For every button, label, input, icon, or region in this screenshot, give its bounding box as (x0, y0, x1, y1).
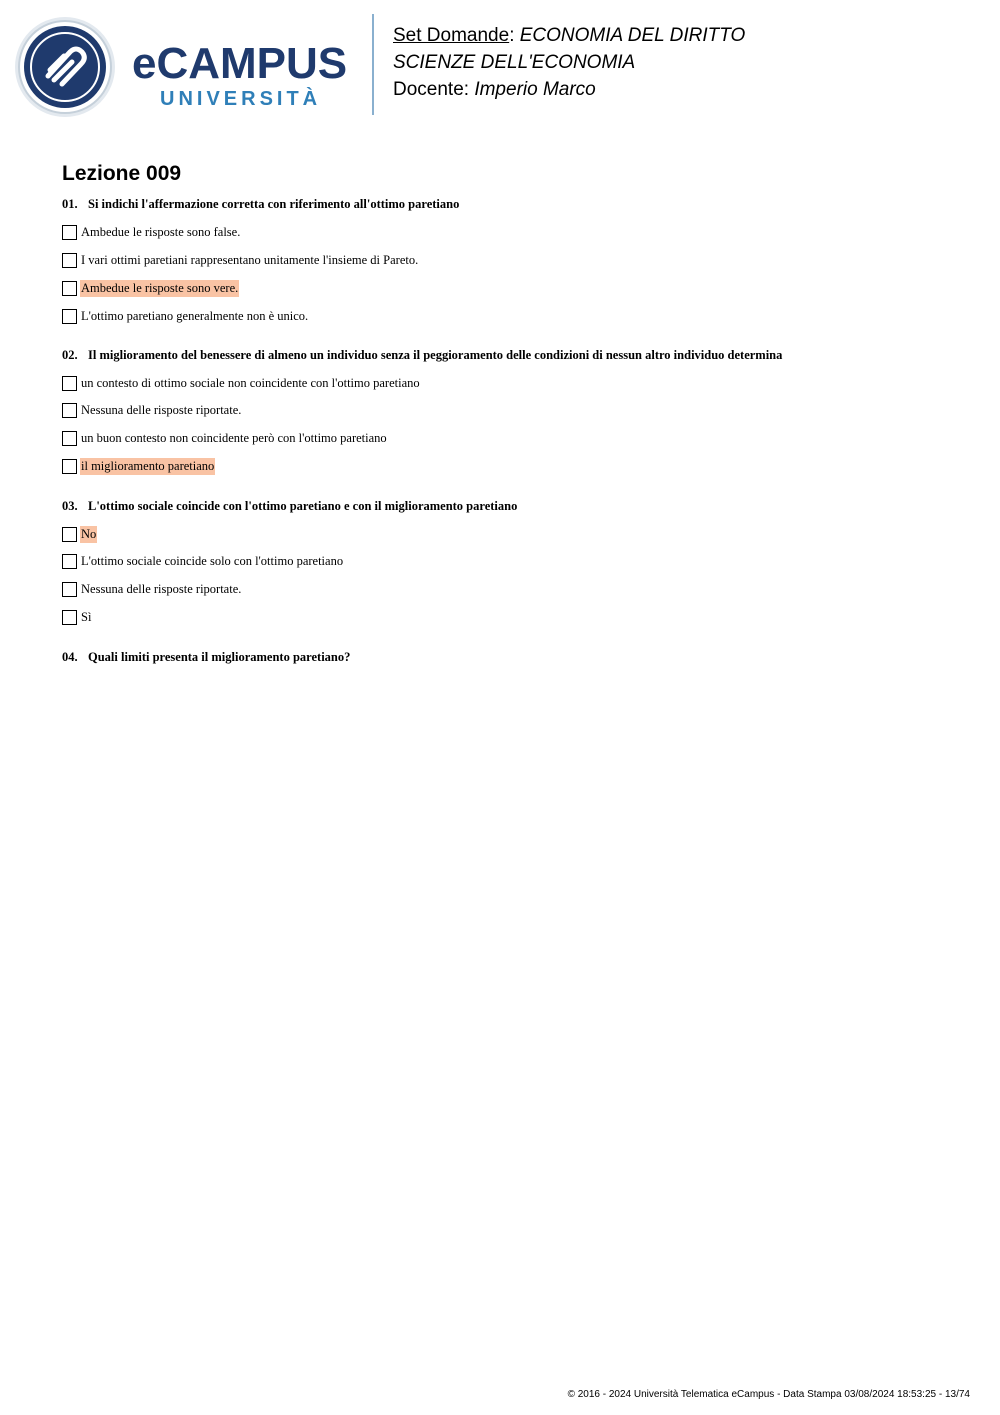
question-number: 01. (62, 197, 78, 211)
option-text: Nessuna delle risposte riportate. (81, 581, 242, 596)
question-01 (62, 197, 459, 212)
header-divider (372, 14, 374, 115)
question-number: 03. (62, 499, 78, 513)
checkbox[interactable] (62, 253, 77, 268)
answer-option[interactable] (62, 223, 241, 241)
answer-option[interactable] (62, 374, 421, 392)
checkbox[interactable] (62, 527, 77, 542)
university-seal-icon (14, 16, 116, 118)
checkbox[interactable] (62, 610, 77, 625)
docente-label: Docente: (393, 79, 470, 100)
answer-option-correct[interactable] (62, 525, 97, 543)
question-text: Si indichi l'affermazione corretta con riferimento all'ottimo paretiano (88, 197, 460, 211)
answer-option-correct[interactable] (62, 279, 239, 297)
answer-option[interactable] (62, 552, 344, 570)
checkbox[interactable] (62, 554, 77, 569)
question-number: 04. (62, 650, 78, 664)
option-text: Nessuna delle risposte riportate. (81, 402, 242, 417)
option-text-highlighted: No (81, 526, 97, 541)
course-subtitle: SCIENZE DELL'ECONOMIA (393, 52, 636, 73)
checkbox[interactable] (62, 281, 77, 296)
question-04 (62, 650, 350, 665)
lesson-title: Lezione 009 (62, 162, 182, 185)
logo-subtitle: UNIVERSITÀ (160, 88, 322, 110)
question-text: L'ottimo sociale coincide con l'ottimo paretiano e con il miglioramento paretiano (88, 499, 518, 513)
set-label: Set Domande (393, 25, 510, 46)
option-text-highlighted: Ambedue le risposte sono vere. (81, 280, 239, 295)
checkbox[interactable] (62, 225, 77, 240)
logo-wordmark: eCAMPUS (132, 39, 348, 88)
ecampus-logo (14, 16, 359, 116)
answer-option[interactable] (62, 307, 309, 325)
answer-option-correct[interactable] (62, 457, 215, 475)
course-header: Set Domande: ECONOMIA DEL DIRITTO SCIENZE DELL'ECONOMIA Docente: Imperio Marco (393, 25, 746, 100)
question-number: 02. (62, 348, 78, 362)
course-title: ECONOMIA DEL DIRITTO (519, 25, 746, 46)
option-text: Ambedue le risposte sono false. (81, 224, 241, 239)
checkbox[interactable] (62, 309, 77, 324)
option-text: L'ottimo sociale coincide solo con l'ottimo paretiano (81, 553, 344, 568)
answer-option[interactable] (62, 580, 242, 598)
option-text-highlighted: il miglioramento paretiano (81, 458, 215, 473)
answer-option[interactable] (62, 251, 419, 269)
option-text: L'ottimo paretiano generalmente non è unico. (81, 308, 309, 323)
question-text: Il miglioramento del benessere di almeno un individuo senza il peggioramento delle condizioni di nessun altro individuo determina (88, 348, 783, 362)
option-text: I vari ottimi paretiani rappresentano unitamente l'insieme di Pareto. (81, 252, 419, 267)
checkbox[interactable] (62, 376, 77, 391)
option-text: Sì (81, 609, 92, 624)
answer-option[interactable] (62, 429, 388, 447)
option-text: un buon contesto non coincidente però con l'ottimo paretiano (81, 430, 387, 445)
checkbox[interactable] (62, 459, 77, 474)
question-02 (62, 348, 782, 363)
question-text: Quali limiti presenta il miglioramento paretiano? (88, 650, 351, 664)
answer-option[interactable] (62, 608, 92, 626)
docente-name: Imperio Marco (474, 79, 596, 100)
checkbox[interactable] (62, 582, 77, 597)
answer-option[interactable] (62, 401, 242, 419)
question-03 (62, 499, 517, 514)
checkbox[interactable] (62, 431, 77, 446)
page-footer: © 2016 - 2024 Università Telematica eCampus - Data Stampa 03/08/2024 18:53:25 - 13/74 (567, 1389, 970, 1400)
checkbox[interactable] (62, 403, 77, 418)
option-text: un contesto di ottimo sociale non coincidente con l'ottimo paretiano (81, 375, 420, 390)
